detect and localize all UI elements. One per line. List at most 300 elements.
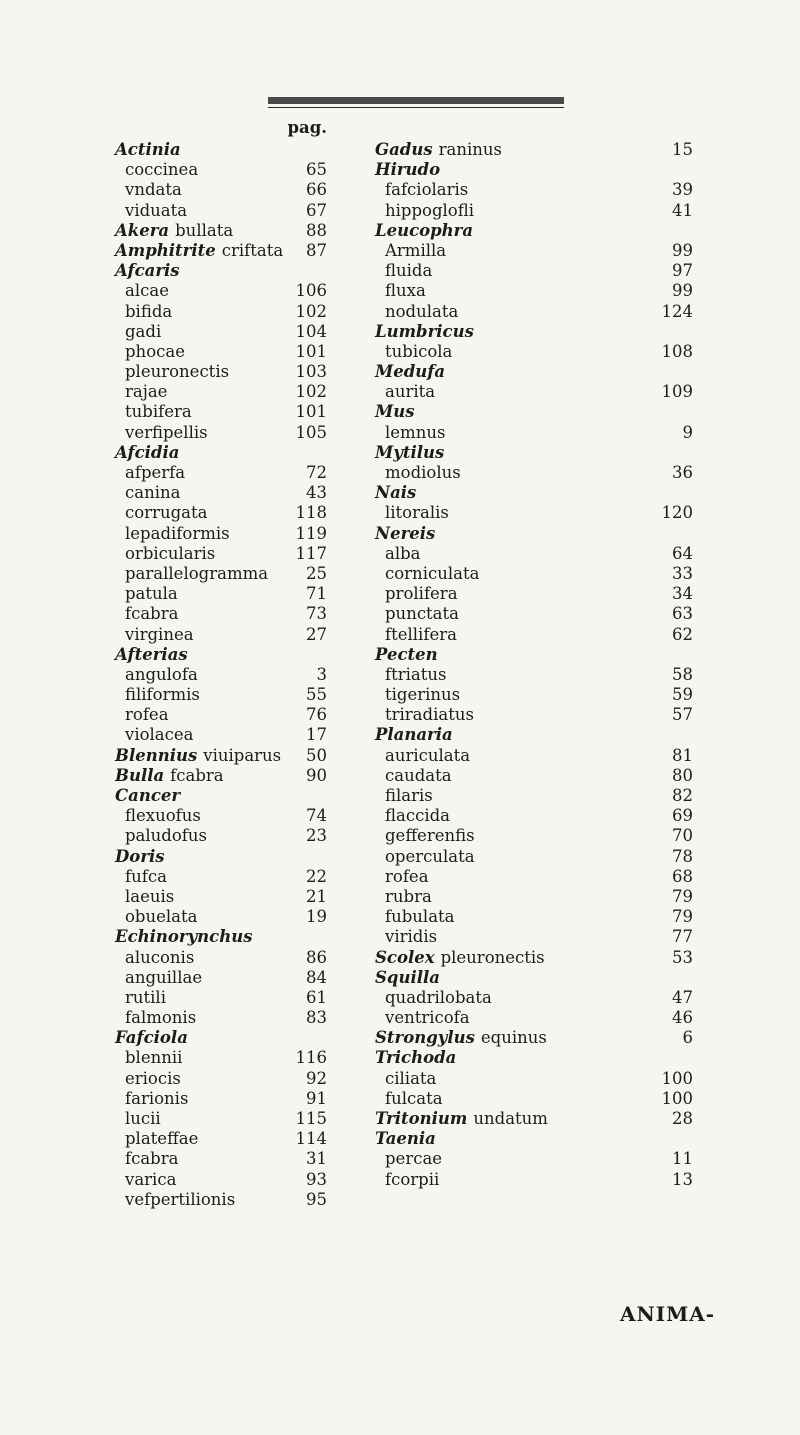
genus-name: Cancer [115,786,181,805]
right-index-column [375,140,693,1190]
genus-entry [375,725,693,745]
page-number: 53 [672,947,693,967]
genus-entry [115,766,327,786]
species-entry [115,948,327,968]
page-number: 84 [306,967,327,987]
page-number: 47 [672,987,693,1007]
species-entry [375,201,693,221]
species-name: aluconis [125,947,195,967]
species-name: nodulata [385,301,459,321]
genus-entry [115,645,327,665]
species-name: viridis [385,927,438,947]
page-number: 63 [672,604,693,624]
page-number: 71 [306,584,327,604]
species-entry [115,1190,327,1210]
genus-name: Amphitrite [115,240,216,260]
species-entry [115,160,327,180]
species-entry [115,1109,327,1129]
page-number: 86 [306,947,327,967]
species-name: afperfa [125,463,186,482]
species-entry [115,544,327,564]
species-entry [375,988,693,1008]
species-entry [375,887,693,907]
species-entry [375,665,693,685]
page-number: 73 [306,604,327,624]
page-number: 13 [672,1169,693,1189]
species-name: auriculata [385,745,471,765]
genus-entry [375,362,693,382]
species-name: caudata [385,765,452,785]
genus-name: Taenia [375,1129,436,1149]
species-name: fubulata [385,907,455,927]
genus-name: Doris [115,846,165,866]
species-entry [115,1008,327,1028]
genus-entry [375,322,693,342]
species-name: obuelata [125,907,198,927]
page-number: 79 [672,886,693,906]
species-name: lemnus [385,422,446,442]
species-entry [375,1008,693,1028]
page-number: 68 [672,866,693,886]
species-name: flaccida [385,806,451,826]
genus-entry [115,847,327,867]
page-number: 70 [672,826,693,846]
page-number: 64 [672,543,693,563]
species-entry [375,786,693,806]
species-name: laeuis [125,886,175,906]
species-entry [375,180,693,200]
species-name: filiformis [125,685,200,705]
species-name: ventricofa [385,1008,470,1028]
page-number: 104 [295,321,327,341]
genus-name: Trichoda [375,1048,457,1068]
species-name: fluxa [385,281,426,301]
page-number: 102 [295,301,327,321]
species-name: virginea [125,624,194,644]
species-entry [375,806,693,826]
species-entry [375,342,693,362]
species-name: fufca [125,866,167,886]
page-number: 119 [295,523,327,543]
genus-name: Gadus [375,140,433,159]
catchword: ANIMA- [620,1302,716,1326]
page-number: 97 [672,261,693,281]
page-number: 80 [672,765,693,785]
species-name: hippoglofli [385,200,475,220]
page-number: 106 [295,281,327,301]
page-number: 118 [295,503,327,523]
genus-name: Afcaris [115,261,180,281]
genus-entry [375,948,693,968]
page-number: 109 [661,382,693,402]
species-entry [375,604,693,624]
species-name: rajae [125,382,168,402]
species-name: farionis [125,1088,189,1108]
species-name: undatum [473,1109,548,1128]
page-number: 31 [306,1149,327,1169]
species-entry [375,302,693,322]
species-name: equinus [480,1028,547,1048]
species-entry [115,483,327,503]
species-entry [375,423,693,443]
species-name: bullata [175,220,234,240]
species-name: fluida [385,261,433,281]
species-entry [375,907,693,927]
species-entry [115,503,327,523]
species-name: pleuronectis [440,947,545,967]
species-entry [375,1149,693,1169]
species-entry [375,503,693,523]
page-number: 105 [295,422,327,442]
genus-name: Akera [115,220,170,240]
genus-name: Squilla [375,967,440,987]
page-number: 77 [672,927,693,947]
page-number: 43 [306,483,327,503]
species-entry [375,544,693,564]
species-name: vefpertilionis [125,1189,236,1209]
page-number: 61 [306,987,327,1007]
page-number: 116 [295,1048,327,1068]
species-name: phocae [125,341,185,361]
genus-name: Blennius [115,745,198,765]
species-entry [115,463,327,483]
genus-name: Afcidia [115,442,180,462]
species-name: bifida [125,301,173,321]
species-name: aurita [385,382,436,402]
genus-name: Pecten [375,644,438,664]
page-number: 76 [306,705,327,725]
species-entry [375,625,693,645]
species-entry [115,887,327,907]
page-number: 46 [672,1008,693,1028]
species-name: percae [385,1149,443,1169]
page-header-row [115,118,327,138]
genus-name: Bulla [115,765,165,785]
page-number: 79 [672,907,693,927]
genus-name: Mus [375,402,415,422]
genus-entry [375,221,693,241]
genus-entry [375,483,693,503]
genus-entry [115,1028,327,1048]
species-name: varica [125,1169,177,1189]
species-entry [115,604,327,624]
page-number: 9 [682,422,693,442]
genus-entry [115,443,327,463]
species-entry [115,382,327,402]
species-entry [115,201,327,221]
species-name: corniculata [385,563,480,583]
page-number: 55 [306,685,327,705]
species-name: operculata [385,846,475,866]
page-number: 33 [672,563,693,583]
species-entry [375,766,693,786]
species-entry [115,1048,327,1068]
page-number: 99 [672,240,693,260]
page-number: 82 [672,786,693,805]
species-name: fcabra [170,765,224,785]
species-entry [115,584,327,604]
genus-entry [375,524,693,544]
species-name: fcorpii [385,1169,440,1189]
genus-name: Nereis [375,523,436,543]
genus-entry [375,1129,693,1149]
species-entry [375,1089,693,1109]
species-entry [115,423,327,443]
species-name: triradiatus [385,705,474,725]
page-number: 81 [672,745,693,765]
species-name: flexuofus [125,806,201,826]
page-number: 74 [306,806,327,826]
species-name: violacea [125,725,194,745]
species-entry [115,402,327,422]
species-entry [115,867,327,887]
species-name: ciliata [385,1068,437,1088]
species-entry [375,1069,693,1089]
species-name: blennii [125,1048,183,1068]
species-name: ftriatus [385,664,447,684]
top-printed-bar [268,97,564,104]
species-name: falmonis [125,1008,197,1028]
species-entry [115,564,327,584]
species-name: canina [125,483,181,503]
page-number: 69 [672,806,693,826]
species-entry [375,867,693,887]
page-number: 27 [306,624,327,644]
page-number: 124 [661,301,693,321]
species-name: alcae [125,281,169,301]
page-number: 103 [295,362,327,382]
page-number: 95 [306,1189,327,1209]
species-entry [115,281,327,301]
species-entry [115,180,327,200]
species-name: rutili [125,987,166,1007]
page-number: 25 [306,563,327,583]
species-entry [115,302,327,322]
species-name: tubicola [385,341,453,361]
top-printed-rule [268,107,564,108]
page-number: 57 [672,705,693,725]
species-entry [115,1170,327,1190]
page-number: 6 [682,1028,693,1048]
species-name: viuiparus [203,745,282,765]
page-number: 72 [306,463,327,482]
genus-name: Hirudo [375,160,441,180]
page-number: 39 [672,180,693,200]
genus-entry [115,221,327,241]
species-entry [115,988,327,1008]
page-number: 114 [295,1129,327,1149]
page-number: 120 [661,503,693,523]
species-name: rubra [385,886,432,906]
page-number: 90 [306,765,327,785]
species-entry [375,584,693,604]
page-number: 92 [306,1068,327,1088]
genus-name: Strongylus [375,1028,475,1048]
page-number: 65 [306,160,327,180]
genus-entry [115,140,327,160]
page-number: 41 [672,200,693,220]
genus-name: Lumbricus [375,321,474,341]
species-entry [115,806,327,826]
genus-name: Mytilus [375,442,445,462]
species-name: raninus [438,140,502,159]
species-entry [375,281,693,301]
genus-entry [375,402,693,422]
genus-entry [115,746,327,766]
species-entry [115,524,327,544]
species-name: anguillae [125,967,203,987]
species-entry [375,705,693,725]
species-name: filaris [385,786,433,805]
page-number: 19 [306,907,327,927]
species-entry [115,322,327,342]
species-name: eriocis [125,1068,181,1088]
genus-name: Planaria [375,725,453,745]
species-name: tigerinus [385,685,461,705]
page-number: 11 [672,1149,693,1169]
genus-name: Nais [375,483,417,503]
genus-entry [375,443,693,463]
species-entry [375,826,693,846]
page-number: 101 [295,341,327,361]
page-number: 115 [295,1109,327,1128]
species-entry [115,725,327,745]
genus-entry [115,261,327,281]
page-number: 21 [306,886,327,906]
species-name: viduata [125,200,188,220]
page-number: 50 [306,745,327,765]
species-name: orbicularis [125,543,216,563]
species-name: criftata [221,240,284,260]
species-name: pleuronectis [125,362,230,382]
genus-entry [115,786,327,806]
species-name: vndata [125,180,182,200]
genus-entry [375,645,693,665]
species-entry [375,847,693,867]
genus-name: Leucophra [375,220,474,240]
page-number: 100 [661,1088,693,1108]
species-entry [375,685,693,705]
species-entry [115,665,327,685]
species-name: fafciolaris [385,180,469,200]
page-number: 66 [306,180,327,200]
species-name: verfipellis [125,422,208,442]
page-number: 62 [672,624,693,644]
genus-entry [375,968,693,988]
species-entry [115,968,327,988]
species-entry [375,241,693,261]
page-number: 88 [306,220,327,240]
species-name: ftellifera [385,624,457,644]
page-number: 100 [661,1068,693,1088]
species-entry [375,564,693,584]
left-index-column [115,118,327,1210]
species-entry [115,1089,327,1109]
species-entry [375,382,693,402]
species-name: rofea [125,705,169,725]
page-number: 15 [672,140,693,159]
genus-name: Fafciola [115,1028,188,1048]
genus-entry [375,1109,693,1129]
species-name: gefferenfis [385,826,475,846]
species-entry [115,907,327,927]
species-name: fcabra [125,1149,179,1169]
species-entry [115,362,327,382]
species-entry [375,463,693,483]
page-number: 36 [672,463,693,482]
genus-entry [375,1048,693,1068]
genus-entry [115,927,327,947]
page-number: 78 [672,846,693,866]
genus-entry [375,160,693,180]
species-entry [115,1069,327,1089]
species-name: Armilla [385,240,447,260]
genus-entry [115,241,327,261]
species-name: modiolus [385,463,461,482]
species-name: alba [385,543,421,563]
species-entry [375,746,693,766]
species-name: patula [125,584,178,604]
genus-name: Afterias [115,644,188,664]
species-entry [115,1149,327,1169]
species-name: fulcata [385,1088,443,1108]
species-name: quadrilobata [385,987,492,1007]
page-number: 3 [316,664,327,684]
species-entry [375,261,693,281]
species-name: plateffae [125,1129,199,1149]
species-entry [115,826,327,846]
species-entry [115,1129,327,1149]
species-name: litoralis [385,503,449,523]
page-number: 99 [672,281,693,301]
species-name: coccinea [125,160,199,180]
species-name: fcabra [125,604,179,624]
species-name: parallelogramma [125,563,269,583]
genus-name: Medufa [375,362,446,382]
page-number: 22 [306,866,327,886]
genus-entry [375,1028,693,1048]
species-name: lepadiformis [125,523,230,543]
genus-name: Tritonium [375,1109,468,1128]
page-number: 28 [672,1109,693,1128]
page-number: 87 [306,240,327,260]
species-name: gadi [125,321,162,341]
species-entry [375,1170,693,1190]
genus-entry [375,140,693,160]
species-name: prolifera [385,584,458,604]
page-number: 17 [306,725,327,745]
page-number: 91 [306,1088,327,1108]
page-number: 117 [295,543,327,563]
species-name: corrugata [125,503,208,523]
genus-name: Scolex [375,947,435,967]
species-name: lucii [125,1109,161,1128]
species-name: punctata [385,604,459,624]
species-name: rofea [385,866,429,886]
page-number: 93 [306,1169,327,1189]
page-number: 108 [661,341,693,361]
species-entry [115,685,327,705]
species-entry [375,927,693,947]
page-number: 59 [672,685,693,705]
page-number: 34 [672,584,693,604]
species-entry [115,705,327,725]
page-number: 23 [306,826,327,846]
page-number: 102 [295,382,327,402]
genus-name: Echinorynchus [115,927,253,947]
page-number: 101 [295,402,327,422]
page-number: 58 [672,664,693,684]
